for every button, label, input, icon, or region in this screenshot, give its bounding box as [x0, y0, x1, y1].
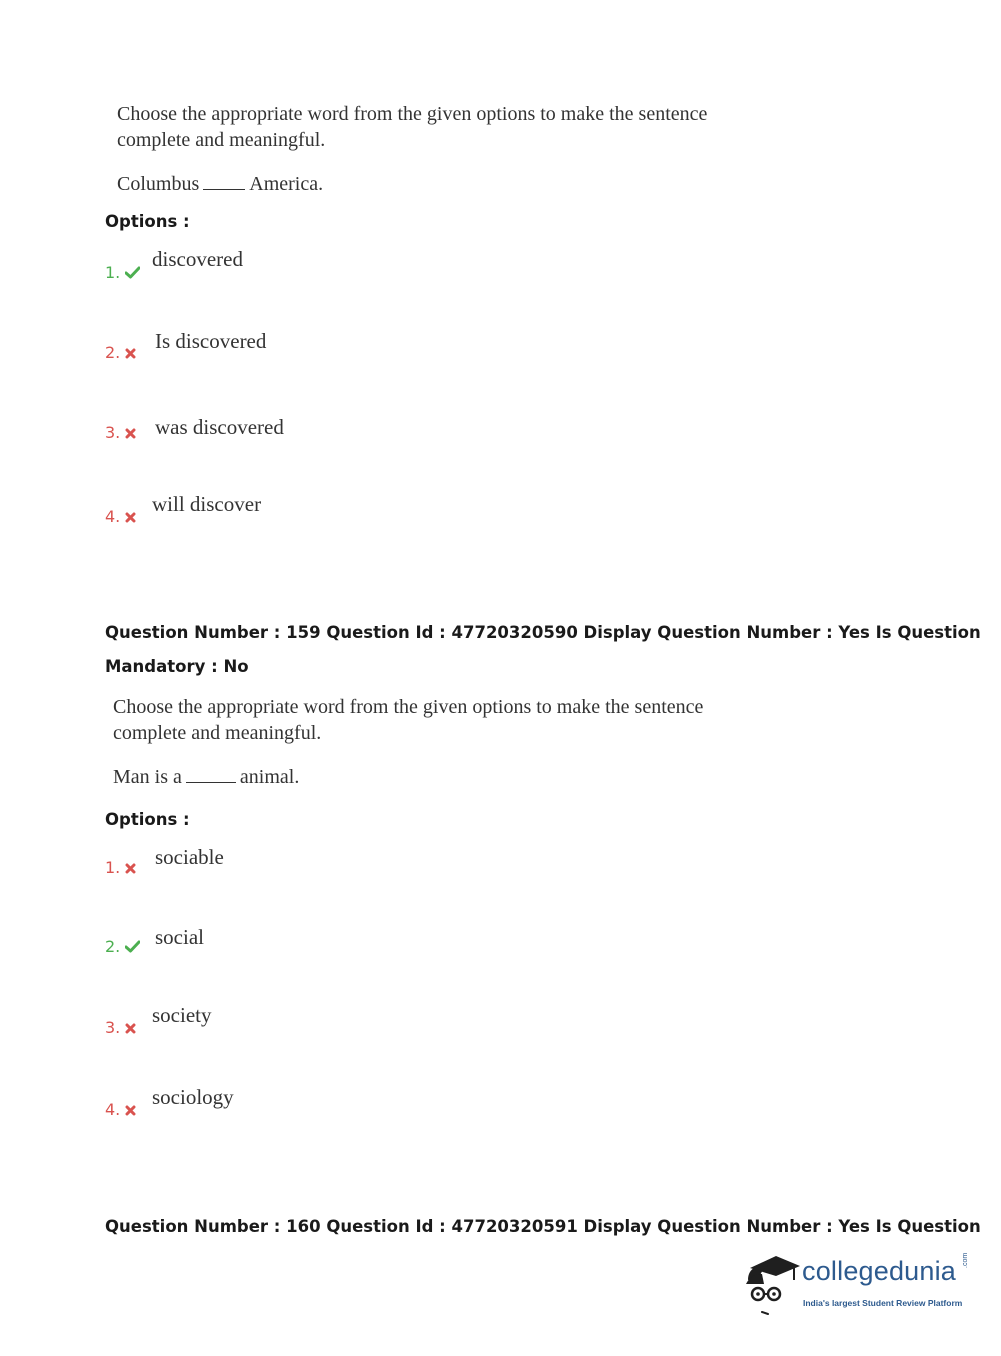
option-number: 2. — [105, 937, 121, 956]
cross-icon — [125, 859, 136, 878]
q159-sentence — [113, 764, 299, 790]
q158-option-4-marker — [105, 507, 136, 527]
option-number: 4. — [105, 507, 121, 526]
option-number: 1. — [105, 858, 121, 877]
q159-option-4-marker — [105, 1100, 136, 1120]
option-number: 1. — [105, 263, 121, 282]
cross-icon — [125, 344, 136, 363]
mascot-icon — [742, 1250, 802, 1318]
cross-icon — [125, 508, 136, 527]
cross-icon — [125, 1101, 136, 1120]
q159-header-line1: Question Number : 159 Question Id : 47720320590 Display Question Number : Yes Is Question — [105, 623, 981, 642]
q159-option-1-marker — [105, 858, 136, 878]
q159-sentence-before: Man is a — [113, 766, 182, 788]
q159-sentence-after: animal. — [239, 766, 300, 788]
collegedunia-logo — [742, 1250, 972, 1320]
q158-option-2-text: Is discovered — [155, 329, 267, 353]
q159-option-2-text: social — [155, 925, 204, 949]
q158-option-3-marker — [105, 423, 136, 443]
option-number: 3. — [105, 1018, 121, 1037]
logo-wordmark: collegedunia — [802, 1256, 957, 1286]
q158-blank — [203, 188, 245, 190]
q158-instruction-line1: Choose the appropriate word from the given options to make the sentence — [117, 103, 708, 125]
q159-options-label: Options : — [105, 810, 190, 829]
q158-option-3-text: was discovered — [155, 415, 284, 439]
q158-instruction-line2: complete and meaningful. — [117, 129, 326, 151]
option-number: 2. — [105, 343, 121, 362]
check-icon — [125, 264, 140, 283]
q158-sentence-before: Columbus — [117, 173, 200, 195]
q159-option-3-text: society — [152, 1003, 212, 1027]
q158-options-label: Options : — [105, 212, 190, 231]
logo-suffix: .com — [962, 1252, 969, 1268]
cross-icon — [125, 424, 136, 443]
q158-option-1-text: discovered — [152, 247, 243, 271]
option-number: 3. — [105, 423, 121, 442]
q159-blank — [186, 781, 236, 783]
q160-header-line1: Question Number : 160 Question Id : 47720320591 Display Question Number : Yes Is Question — [105, 1217, 981, 1236]
q159-header-line2: Mandatory : No — [105, 657, 249, 676]
q158-option-4-text: will discover — [152, 492, 262, 516]
q159-instruction-line2: complete and meaningful. — [113, 722, 322, 744]
q158-sentence-after: America. — [249, 173, 324, 195]
cross-icon — [125, 1019, 136, 1038]
option-number: 4. — [105, 1100, 121, 1119]
q159-option-2-marker — [105, 937, 140, 957]
q158-option-2-marker — [105, 343, 136, 363]
logo-tagline: India's largest Student Review Platform — [803, 1298, 963, 1308]
q159-option-3-marker — [105, 1018, 136, 1038]
q159-instruction-line1: Choose the appropriate word from the given options to make the sentence — [113, 696, 704, 718]
q158-option-1-marker — [105, 263, 140, 283]
q158-sentence — [117, 171, 323, 197]
q159-option-4-text: sociology — [152, 1085, 234, 1109]
q159-option-1-text: sociable — [155, 845, 224, 869]
check-icon — [125, 938, 140, 957]
